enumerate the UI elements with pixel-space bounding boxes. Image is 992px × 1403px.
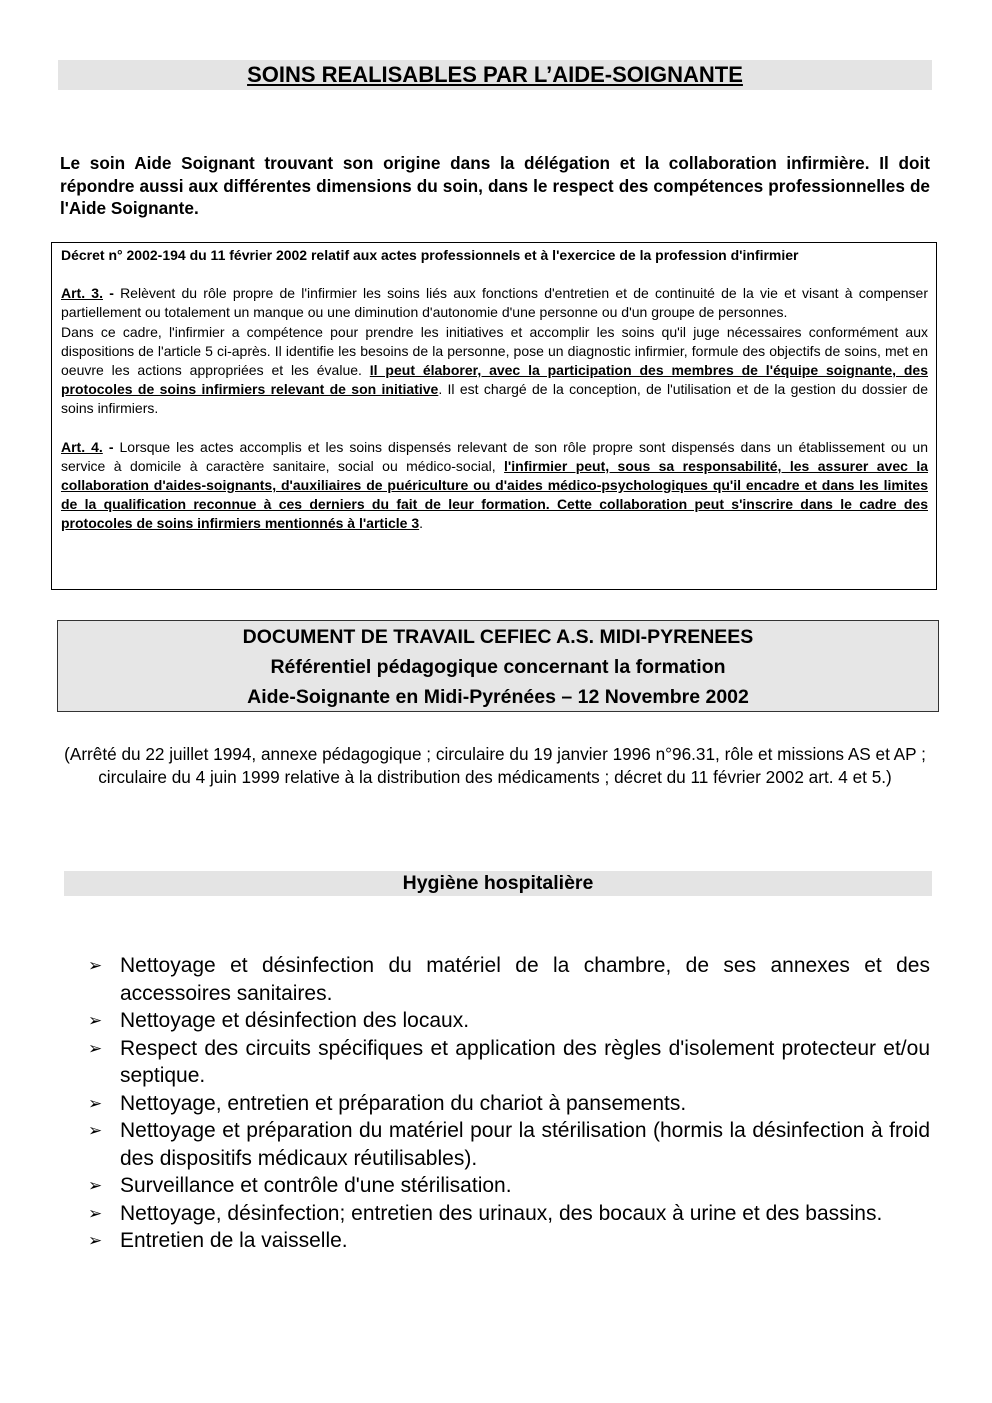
list-item	[88, 1227, 930, 1255]
list-item-text: Surveillance et contrôle d'une stérilisation.	[120, 1174, 512, 1197]
arrow-bullet-icon: ➢	[88, 1011, 103, 1030]
list-item	[88, 1090, 930, 1118]
article-4-dash: -	[102, 438, 120, 455]
section-header-bar	[64, 871, 932, 896]
decree-heading: Décret n° 2002-194 du 11 février 2002 relatif aux actes professionnels et à l'exercice de la profession d'infirmier	[61, 247, 799, 263]
intro-paragraph: Le soin Aide Soignant trouvant son origine dans la délégation et la collaboration infirmière. Il doit répondre aussi aux différentes dimensions du soin, dans le respect des compétences professionnelles de l'Aide Soignante.	[60, 153, 930, 218]
article-3-emphasis: Il peut élaborer, avec la participation des membres de l'équipe soignante, des protocoles de soins infirmiers relevant de son initiative	[61, 362, 928, 398]
article-3-text: Relèvent du rôle propre de l'infirmier les soins liés aux fonctions d'entretien et de continuité de la vie et visant à compenser partiellement ou totalement un manque ou une diminution d'autonomie d'une personne ou d'un groupe de personnes.	[61, 285, 928, 321]
doc-box-line-2: Référentiel pédagogique concernant la formation	[270, 656, 726, 678]
list-item-text: Nettoyage, entretien et préparation du chariot à pansements.	[120, 1091, 687, 1115]
list-item	[88, 1007, 930, 1035]
list-item	[88, 1200, 930, 1228]
title-bar	[58, 60, 932, 90]
page-title: SOINS REALISABLES PAR L’AIDE-SOIGNANTE	[247, 62, 743, 87]
article-4-end: .	[419, 515, 423, 532]
arrow-bullet-icon: ➢	[88, 956, 103, 975]
arrow-bullet-icon: ➢	[88, 1093, 103, 1113]
list-item-text: Nettoyage et désinfection du matériel de la chambre, de ses annexes et des accessoires sanitaires.	[120, 954, 930, 1005]
references-note: (Arrêté du 22 juillet 1994, annexe pédagogique ; circulaire du 19 janvier 1996 n°96.31, rôle et missions AS et AP ; circulaire du 4 juin 1999 relative à la distribution des médicaments ; décret du 11 février 2002 art. 4 et 5.)	[64, 744, 926, 787]
list-item-text: Nettoyage, désinfection; entretien des urinaux, des bocaux à urine et des bassins.	[120, 1201, 883, 1225]
doc-box-line-3: Aide-Soignante en Midi-Pyrénées – 12 Novembre 2002	[247, 686, 749, 708]
arrow-bullet-icon: ➢	[88, 1231, 103, 1250]
list-item	[88, 1035, 930, 1090]
care-list	[88, 952, 930, 1255]
article-3-text-3: . Il est chargé de la conception, de l'utilisation et de la gestion du dossier de soins infirmiers.	[61, 381, 929, 417]
article-3-dash: -	[103, 285, 121, 302]
article-3-paragraph	[61, 284, 928, 322]
article-4-label: Art. 4.	[61, 438, 103, 455]
section-title: Hygiène hospitalière	[402, 872, 594, 894]
article-3-label: Art. 3.	[61, 285, 103, 302]
arrow-bullet-icon: ➢	[88, 1121, 103, 1140]
article-4-paragraph	[61, 438, 928, 534]
list-item	[88, 1117, 930, 1172]
list-item-text: Respect des circuits spécifiques et application des règles d'isolement protecteur et/ou septique.	[120, 1036, 930, 1087]
article-4-text: Lorsque les actes accomplis et les soins dispensés relevant de son rôle propre sont dispensés dans un établissement ou un service à domicile à caractère sanitaire, social ou médico-social,	[61, 438, 928, 474]
working-document-box	[57, 620, 939, 712]
list-item	[88, 952, 930, 1007]
list-item-text: Nettoyage et préparation du matériel pour la stérilisation (hormis la désinfection à froid des dispositifs médicaux réutilisables).	[120, 1119, 930, 1170]
article-3-text-2: Dans ce cadre, l'infirmier a compétence pour prendre les initiatives et accomplir les soins qu'il juge nécessaires conformément aux dispositions de l'article 5 ci-après. Il identifie les besoins de la personne, pose un diagnostic infirmier, formule des objectifs de soins, met en oeuvre les actions appropriées et les évalue.	[61, 323, 928, 379]
arrow-bullet-icon: ➢	[88, 1203, 103, 1223]
article-3-continuation	[61, 323, 928, 419]
list-item	[88, 1172, 930, 1200]
arrow-bullet-icon: ➢	[88, 1176, 103, 1195]
list-item-text: Nettoyage et désinfection des locaux.	[120, 1009, 470, 1032]
arrow-bullet-icon: ➢	[88, 1038, 103, 1058]
doc-box-line-1: DOCUMENT DE TRAVAIL CEFIEC A.S. MIDI-PYRENEES	[242, 626, 754, 648]
decree-box	[51, 242, 937, 590]
list-item-text: Entretien de la vaisselle.	[120, 1229, 348, 1252]
article-4-emphasis: l'infirmier peut, sous sa responsabilité, les assurer avec la collaboration d'aides-soignants, d'auxiliaires de puériculture ou d'aides médico-psychologiques qu'il encadre et dans les limites de la qualification reconnue à ces derniers du fait de leur formation. Cette collaboration peut s'inscrire dans le cadre des protocoles de soins infirmiers mentionnés à l'article 3	[61, 457, 928, 532]
